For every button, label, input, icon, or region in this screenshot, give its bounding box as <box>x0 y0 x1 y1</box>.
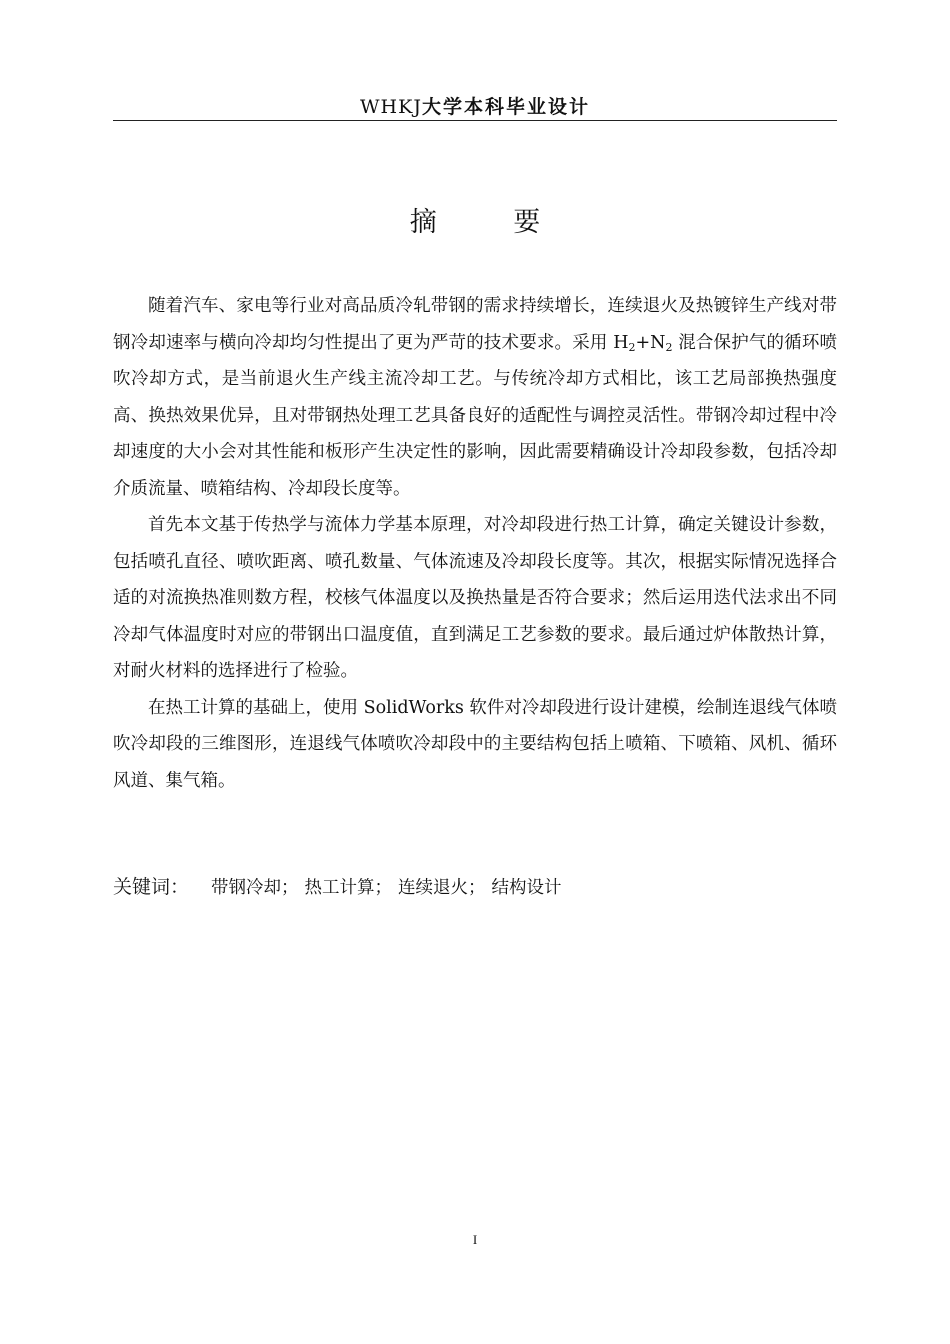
page-number: I <box>472 1232 478 1247</box>
keyword-item: 连续退火； <box>398 878 486 898</box>
abstract-body <box>113 288 837 799</box>
keyword-item: 结构设计 <box>491 878 562 898</box>
paragraph-3: 在热工计算的基础上，使用 SolidWorks 软件对冷却段进行设计建模，绘制连退线气体喷吹冷却段的三维图形，连退线气体喷吹冷却段中的主要结构包括上喷箱、下喷箱、风机、循环风道、集气箱。 <box>113 697 837 791</box>
paragraph-1: 随着汽车、家电等行业对高品质冷轧带钢的需求持续增长，连续退火及热镀锌生产线对带钢冷却速率与横向冷却均匀性提出了更为严苛的技术要求。采用 $H_2+N_2$ 混合保护气的循环喷吹冷却方式，是当前退火生产线主流冷却工艺。与传统冷却方式相比，该工艺局部换热强度高、换热效果优异，且对带钢热处理工艺具备良好的适配性与调控灵活性。带钢冷却过程中冷却速度的大小会对其性能和板形产生决定性的影响，因此需要精确设计冷却段参数，包括冷却介质流量、喷箱结构、冷却段长度等。 <box>113 296 837 499</box>
keywords-label: 关键词： <box>113 876 190 898</box>
page-header <box>113 94 837 121</box>
keywords-line <box>113 872 837 903</box>
header-latin: WHKJ <box>360 96 422 118</box>
keyword-item: 热工计算； <box>304 878 393 898</box>
page-title: 摘 要 <box>409 207 575 238</box>
header-chinese: 大学本科毕业设计 <box>421 96 590 118</box>
paragraph-2: 首先本文基于传热学与流体力学基本原理，对冷却段进行热工计算，确定关键设计参数，包括喷孔直径、喷吹距离、喷孔数量、气体流速及冷却段长度等。其次，根据实际情况选择合适的对流换热准则数方程，校核气体温度以及换热量是否符合要求；然后运用迭代法求出不同冷却气体温度时对应的带钢出口温度值，直到满足工艺参数的要求。最后通过炉体散热计算，对耐火材料的选择进行了检验。 <box>113 515 837 681</box>
keyword-item: 带钢冷却； <box>211 878 299 898</box>
